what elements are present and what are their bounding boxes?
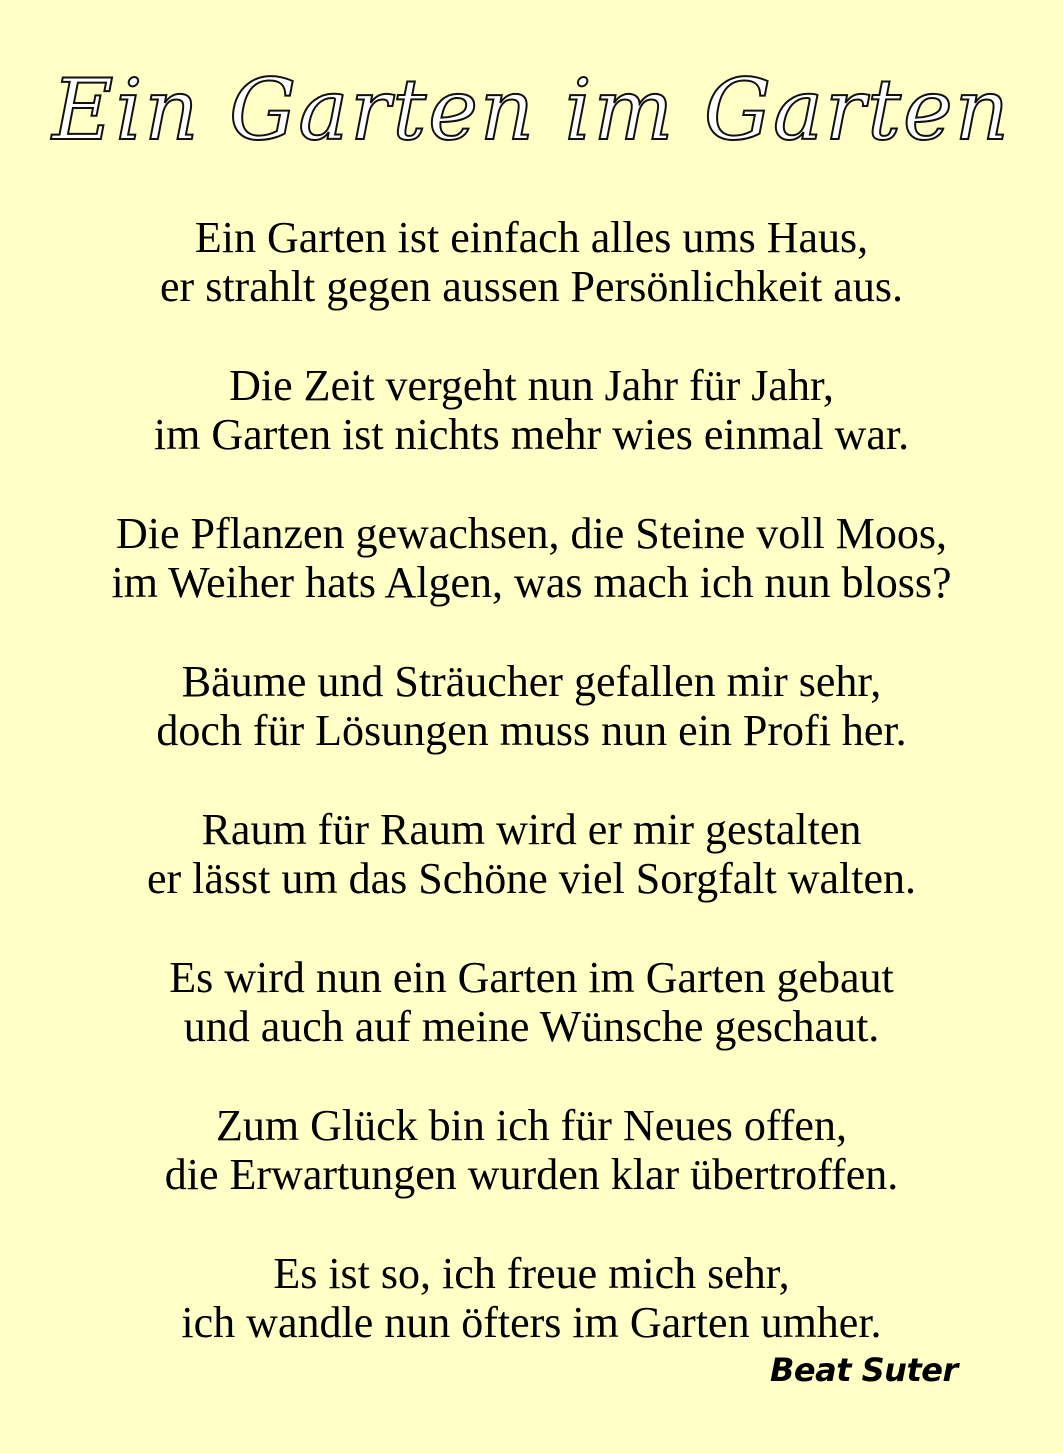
poem-line: die Erwartungen wurden klar übertroffen. [164,1150,899,1199]
poem-line: doch für Lösungen muss nun ein Profi her. [156,706,907,755]
poem-line: Es wird nun ein Garten im Garten gebaut [169,953,894,1002]
stanza [0,657,1063,805]
poem-title: Ein Garten im Garten [52,61,1011,159]
stanza [0,1101,1063,1249]
poem-line: Raum für Raum wird er mir gestalten [201,805,862,854]
author-signature: Beat Suter [770,1351,958,1389]
poem-line: Zum Glück bin ich für Neues offen, [216,1101,847,1150]
poem-line: Die Zeit vergeht nun Jahr für Jahr, [229,361,834,410]
poem-line: ich wandle nun öfters im Garten umher. [181,1298,882,1347]
stanza [0,361,1063,509]
poem-line: er lässt um das Schöne viel Sorgfalt walten. [146,854,917,903]
poem-body [0,213,1063,1397]
poem-line: Ein Garten ist einfach alles ums Haus, [194,213,869,262]
poem-line: Bäume und Sträucher gefallen mir sehr, [181,657,882,706]
poem-line: im Weiher hats Algen, was mach ich nun bloss? [111,558,952,607]
poem-line: er strahlt gegen aussen Persönlichkeit aus. [160,262,903,311]
stanza [0,953,1063,1101]
stanza [0,213,1063,361]
poem-line: Die Pflanzen gewachsen, die Steine voll Moos, [116,509,947,558]
stanza [0,509,1063,657]
poem-line: und auch auf meine Wünsche geschaut. [183,1002,880,1051]
stanza [0,805,1063,953]
poem-line: im Garten ist nichts mehr wies einmal war. [153,410,910,459]
poem-line: Es ist so, ich freue mich sehr, [273,1249,790,1298]
